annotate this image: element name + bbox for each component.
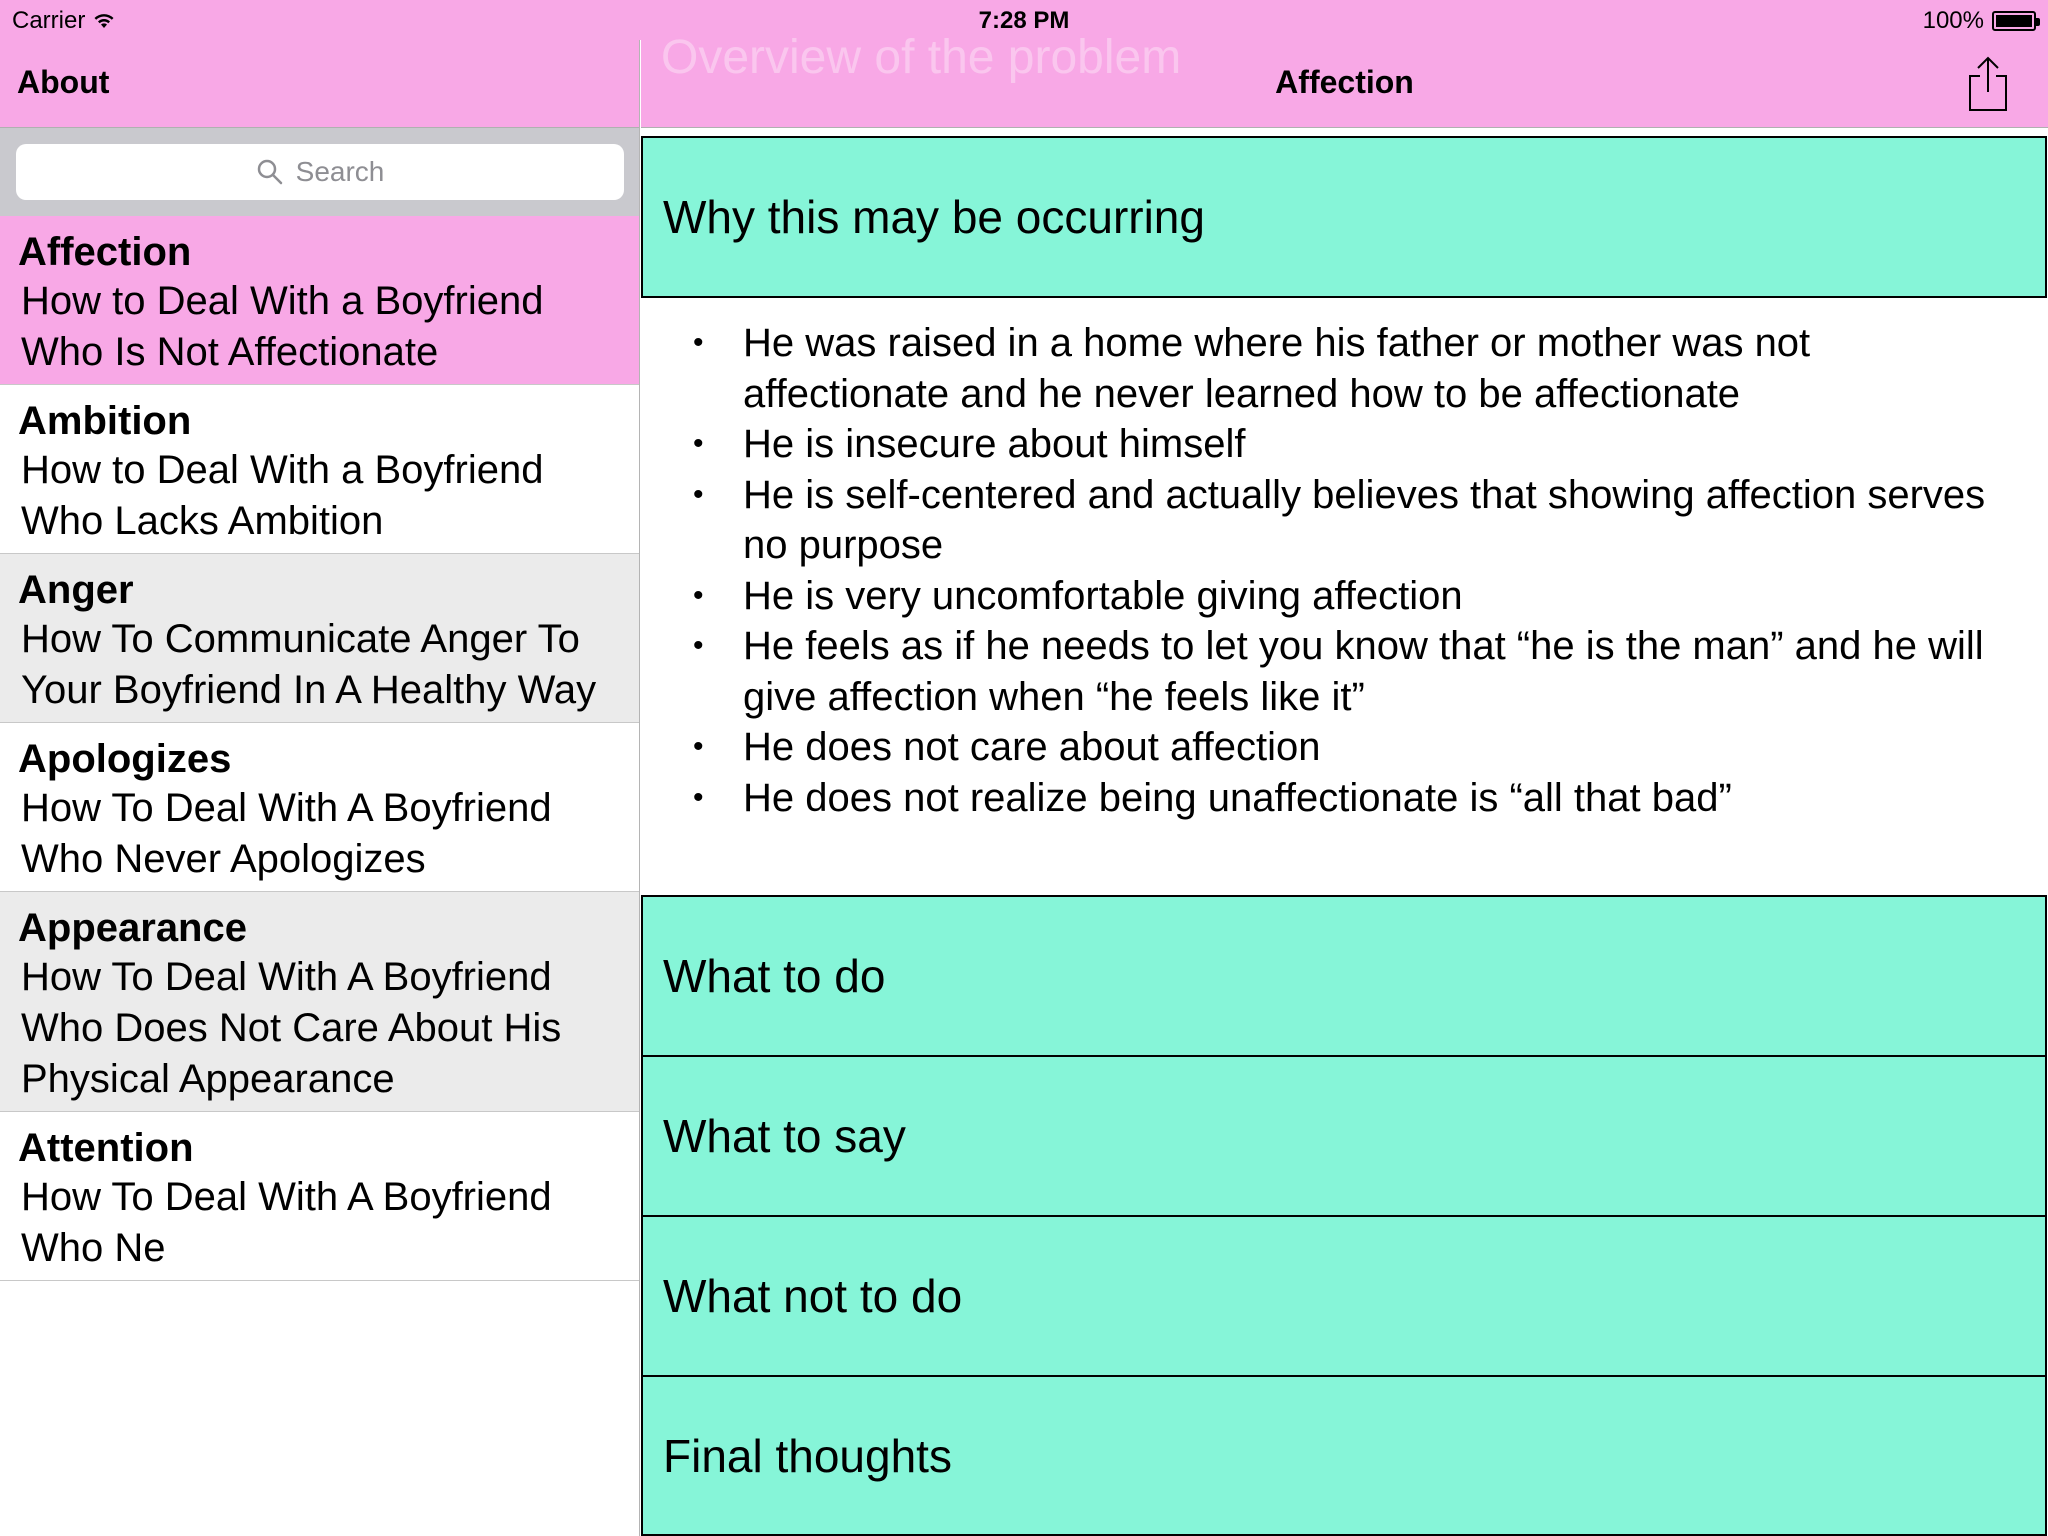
detail-title: Affection: [1275, 64, 1414, 100]
list-item-title: Appearance: [18, 906, 247, 950]
list-item: • He does not care about affection: [743, 722, 2041, 773]
list-item-subtitle: How To Deal With A Boyfriend Who Never Apologizes: [21, 786, 552, 881]
about-button[interactable]: About: [17, 64, 110, 100]
search-icon: [256, 158, 284, 186]
status-bar: [0, 0, 2048, 40]
list-item-anger[interactable]: [0, 554, 640, 723]
list-item-subtitle: How to Deal With a Boyfriend Who Lacks Ambition: [21, 448, 544, 543]
list-item-attention[interactable]: [0, 1112, 640, 1281]
search-input[interactable]: [16, 144, 624, 200]
section-label: What to do: [663, 950, 886, 1002]
list-item: • He does not realize being unaffectionate is “all that bad”: [743, 773, 2041, 824]
search-bar: [0, 128, 640, 216]
list-item-apologizes[interactable]: [0, 723, 640, 892]
master-nav-bar: [0, 40, 640, 128]
battery-indicator: [1923, 7, 2036, 35]
section-label: Final thoughts: [663, 1429, 952, 1482]
list-item-title: Anger: [18, 568, 134, 612]
list-item: • He is insecure about himself: [743, 419, 2041, 470]
list-item-title: Affection: [18, 230, 192, 274]
section-why-occurring[interactable]: [641, 136, 2047, 298]
list-item-affection[interactable]: [0, 216, 640, 385]
carrier-label: Carrier: [12, 7, 86, 34]
list-item-subtitle: How to Deal With a Boyfriend Who Is Not Affectionate: [21, 279, 544, 374]
section-label: What to say: [663, 1110, 906, 1162]
list-item: • He is very uncomfortable giving affection: [743, 571, 2041, 622]
section-final-thoughts[interactable]: [641, 1375, 2047, 1536]
clock: 7:28 PM: [978, 7, 1070, 34]
section-what-not-to-do[interactable]: [641, 1215, 2047, 1377]
list-item: • He was raised in a home where his father or mother was not affectionate and he never learned how to be affectionate: [743, 318, 2041, 419]
list-item-subtitle: How To Deal With A Boyfriend Who Ne: [21, 1175, 552, 1270]
detail-pane: [641, 0, 2048, 1536]
list-item-title: Ambition: [18, 399, 192, 443]
ghost-heading: Overview of the problem: [661, 31, 1182, 84]
share-icon[interactable]: [1964, 56, 2012, 112]
list-item-appearance[interactable]: [0, 892, 640, 1112]
list-item-title: Apologizes: [18, 737, 232, 781]
section-label: Why this may be occurring: [663, 191, 1205, 243]
battery-percent: 100%: [1922, 7, 1984, 34]
list-item-ambition[interactable]: [0, 385, 640, 554]
section-label: What not to do: [663, 1270, 963, 1322]
battery-icon: [1992, 11, 2036, 31]
list-item-subtitle: How To Communicate Anger To Your Boyfriend In A Healthy Way: [21, 617, 597, 712]
list-item-title: Attention: [18, 1126, 194, 1170]
detail-nav-bar: [641, 40, 2048, 128]
search-placeholder: Search: [295, 156, 385, 187]
reasons-list: [641, 318, 2041, 823]
section-what-to-do[interactable]: [641, 895, 2047, 1057]
list-item-subtitle: How To Deal With A Boyfriend Who Does Not Care About His Physical Appearance: [21, 955, 562, 1101]
list-item: • He feels as if he needs to let you know that “he is the man” and he will give affection when “he feels like it”: [743, 621, 2041, 722]
topic-list: [0, 216, 640, 1281]
list-item: • He is self-centered and actually believes that showing affection serves no purpose: [743, 470, 2041, 571]
master-pane: [0, 0, 640, 1536]
section-what-to-say[interactable]: [641, 1055, 2047, 1217]
